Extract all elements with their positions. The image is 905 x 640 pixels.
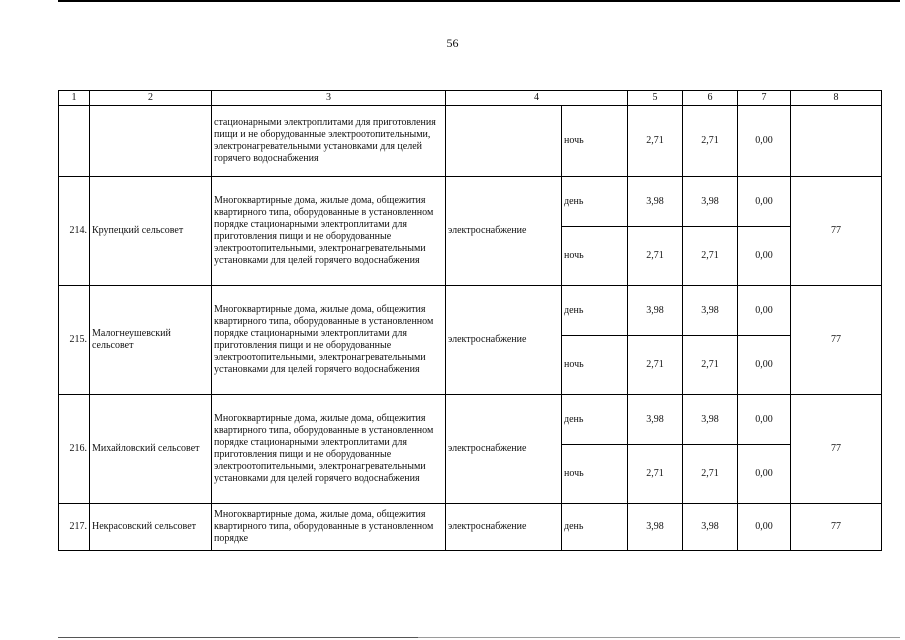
value-cell: 3,98 [683,504,738,551]
service-cell: электроснабжение [446,177,562,286]
table-row [59,177,882,227]
value-cell: 2,71 [683,445,738,504]
row-number-cell: 216. [59,395,90,504]
value-cell: 0,00 [738,106,791,177]
period-cell: день [562,395,628,445]
value-cell: 0,00 [738,395,791,445]
table-row [59,395,882,445]
value-cell: 0,00 [738,227,791,286]
value-cell: 3,98 [683,286,738,336]
header-cell: 4 [446,91,628,106]
col8-cell: 77 [791,395,882,504]
header-cell: 6 [683,91,738,106]
value-cell: 2,71 [628,336,683,395]
row-number-cell: 215. [59,286,90,395]
value-cell: 2,71 [628,106,683,177]
period-cell: ночь [562,106,628,177]
description-cell: Многоквартирные дома, жилые дома, общежития квартирного типа, оборудованные в установленном порядке стационарными электроплитами для приготовления пищи и не оборудованные электроотопительными, электронагревательными установками для целей горячего водоснабжения [212,395,446,504]
value-cell: 2,71 [683,227,738,286]
municipality-cell: Некрасовский сельсовет [90,504,212,551]
description-cell: Многоквартирные дома, жилые дома, общежития квартирного типа, оборудованные в установленном порядке [212,504,446,551]
description-cell: Многоквартирные дома, жилые дома, общежития квартирного типа, оборудованные в установленном порядке стационарными электроплитами для приготовления пищи и не оборудованные электроотопительными, электронагревательными установками для целей горячего водоснабжения [212,177,446,286]
municipality-cell [90,106,212,177]
table-row [59,504,882,551]
service-cell: электроснабжение [446,504,562,551]
value-cell: 3,98 [628,177,683,227]
value-cell: 2,71 [683,106,738,177]
value-cell: 0,00 [738,445,791,504]
table-row [59,286,882,336]
value-cell: 3,98 [683,395,738,445]
bottom-rule [58,637,418,638]
value-cell: 3,98 [628,504,683,551]
header-cell: 2 [90,91,212,106]
header-cell: 3 [212,91,446,106]
period-cell: ночь [562,227,628,286]
page-number: 56 [446,36,459,50]
row-number-cell [59,106,90,177]
value-cell: 2,71 [628,227,683,286]
value-cell: 0,00 [738,336,791,395]
header-row [59,91,882,106]
value-cell: 0,00 [738,286,791,336]
period-cell: день [562,504,628,551]
table-row [59,106,882,177]
value-cell: 3,98 [628,286,683,336]
tariff-table [58,90,882,551]
period-cell: ночь [562,445,628,504]
period-cell: ночь [562,336,628,395]
period-cell: день [562,286,628,336]
service-cell [446,106,562,177]
description-cell: стационарными электроплитами для приготовления пищи и не оборудованные электроотопительными, электронагревательными установками для целей горячего водоснабжения [212,106,446,177]
service-cell: электроснабжение [446,286,562,395]
header-cell: 1 [59,91,90,106]
municipality-cell: Малогнеушевский сельсовет [90,286,212,395]
row-number-cell: 214. [59,177,90,286]
top-rule [58,0,900,2]
municipality-cell: Крупецкий сельсовет [90,177,212,286]
value-cell: 3,98 [683,177,738,227]
value-cell: 2,71 [628,445,683,504]
col8-cell: 77 [791,177,882,286]
header-cell: 7 [738,91,791,106]
col8-cell: 77 [791,504,882,551]
row-number-cell: 217. [59,504,90,551]
col8-cell [791,106,882,177]
service-cell: электроснабжение [446,395,562,504]
value-cell: 3,98 [628,395,683,445]
value-cell: 0,00 [738,504,791,551]
header-cell: 8 [791,91,882,106]
period-cell: день [562,177,628,227]
value-cell: 2,71 [683,336,738,395]
col8-cell: 77 [791,286,882,395]
description-cell: Многоквартирные дома, жилые дома, общежития квартирного типа, оборудованные в установленном порядке стационарными электроплитами для приготовления пищи и не оборудованные электроотопительными, электронагревательными установками для целей горячего водоснабжения [212,286,446,395]
value-cell: 0,00 [738,177,791,227]
header-cell: 5 [628,91,683,106]
municipality-cell: Михайловский сельсовет [90,395,212,504]
